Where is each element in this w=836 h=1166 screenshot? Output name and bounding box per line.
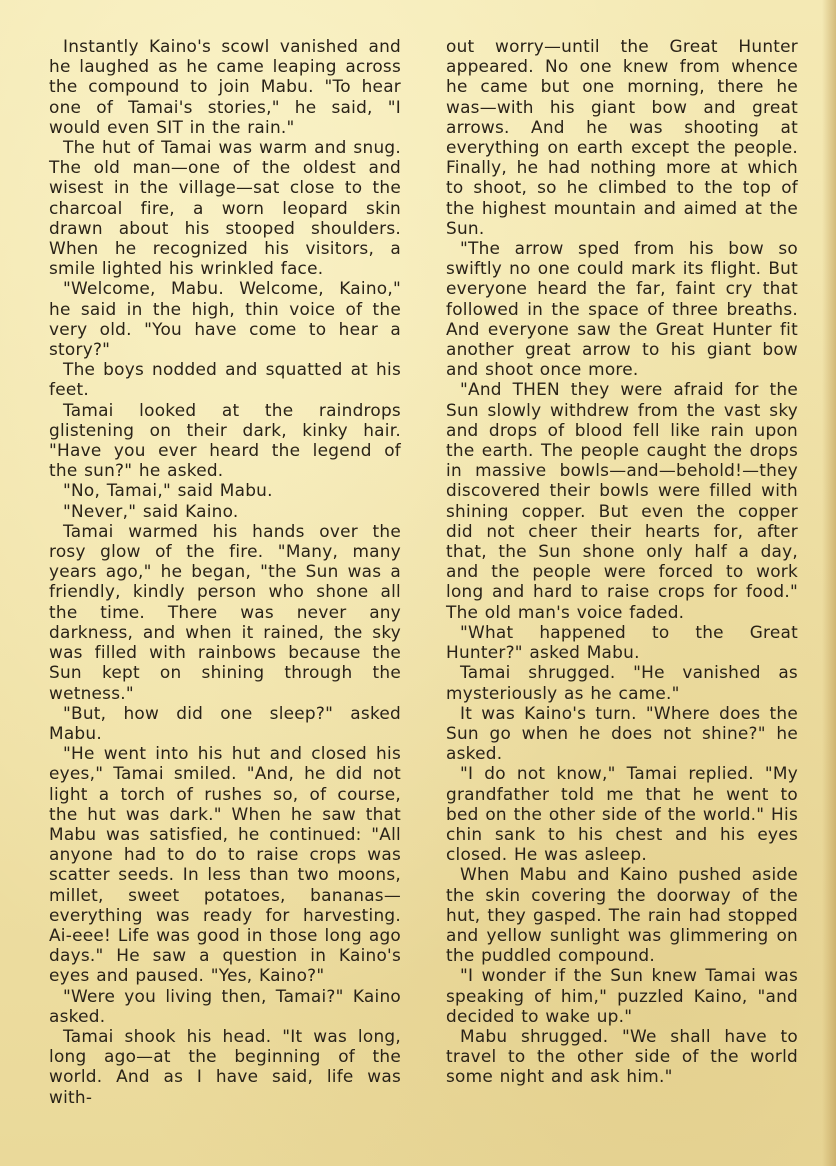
left-column [49,36,401,1107]
paragraph: Tamai warmed his hands over the rosy glow of the fire. "Many, many years ago," he began, "the Sun was a friendly, kindly person who shone all the time. There was never any darkness, and when it rained, the sky was filled with rainbows because the Sun kept on shining through the wetness." [49,520,401,703]
paragraph: When Mabu and Kaino pushed aside the skin covering the doorway of the hut, they gasped. The rain had stopped and yellow sunlight was glimmering on the puddled compound. [446,864,798,966]
paragraph: "And THEN they were afraid for the Sun slowly withdrew from the vast sky and drops of blood fell like rain upon the earth. The people caught the drops in massive bowls—and—behold!—they discovered their bowls were filled with shining copper. But even the copper did not cheer their hearts for, after that, the Sun shone only half a day, and the people were forced to work long and hard to raise crops for food." The old man's voice faded. [446,379,798,622]
paragraph-continued: out worry—until the Great Hunter appeared. No one knew from whence he came but one morning, there he was—with his giant bow and great arrows. And he was shooting at everything on earth except the people. Finally, he had nothing more at which to shoot, so he climbed to the top of the highest mountain and aimed at the Sun. [446,36,798,238]
paragraph: "I do not know," Tamai replied. "My grandfather told me that he went to bed on the other side of the world." His chin sank to his chest and his eyes closed. He was asleep. [446,763,798,865]
paragraph: "The arrow sped from his bow so swiftly no one could mark its flight. But everyone heard the far, faint cry that followed in the space of three breaths. And everyone saw the Great Hunter fit another great arrow to his giant bow and shoot once more. [446,238,798,380]
paragraph: Tamai shook his head. "It was long, long ago—at the beginning of the world. And as I have said, life was with- [49,1025,401,1107]
paragraph: "Were you living then, Tamai?" Kaino asked. [49,985,401,1026]
paragraph: "He went into his hut and closed his eyes," Tamai smiled. "And, he did not light a torch of rushes so, of course, the hut was dark." When he saw that Mabu was satisfied, he continued: "All anyone had to do to raise crops was scatter seeds. In less than two moons, millet, sweet potatoes, bananas—everything was ready for harvesting. Ai-eee! Life was good in those long ago days." He saw a question in Kaino's eyes and paused. "Yes, Kaino?" [49,743,401,986]
paragraph: The hut of Tamai was warm and snug. The old man—one of the oldest and wisest in the village—sat close to the charcoal fire, a worn leopard skin drawn about his stooped shoulders. When he recognized his visitors, a smile lighted his wrinkled face. [49,137,401,279]
paragraph: "No, Tamai," said Mabu. [63,480,273,501]
paragraph: "What happened to the Great Hunter?" asked Mabu. [446,621,798,663]
right-column [446,36,798,1087]
paragraph: Tamai shrugged. "He vanished as mysteriously as he came." [446,662,798,703]
paragraph: "Never," said Kaino. [63,500,239,521]
paragraph: "But, how did one sleep?" asked Mabu. [49,702,401,743]
paragraph: Instantly Kaino's scowl vanished and he laughed as he came leaping across the compound to join Mabu. "To hear one of Tamai's stories," he said, "I would even SIT in the rain." [49,36,401,137]
paragraph: It was Kaino's turn. "Where does the Sun go when he does not shine?" he asked. [446,702,798,764]
paragraph: "I wonder if the Sun knew Tamai was speaking of him," puzzled Kaino, "and decided to wake up." [446,965,798,1026]
paragraph: "Welcome, Mabu. Welcome, Kaino," he said in the high, thin voice of the very old. "You have come to hear a story?" [49,278,401,360]
paragraph: Tamai looked at the raindrops glistening on their dark, kinky hair. "Have you ever heard the legend of the sun?" he asked. [49,399,401,481]
page-edge-shadow [822,0,836,1166]
paragraph: The boys nodded and squatted at his feet. [49,359,401,400]
paragraph: Mabu shrugged. "We shall have to travel to the other side of the world some night and ask him." [446,1025,798,1087]
